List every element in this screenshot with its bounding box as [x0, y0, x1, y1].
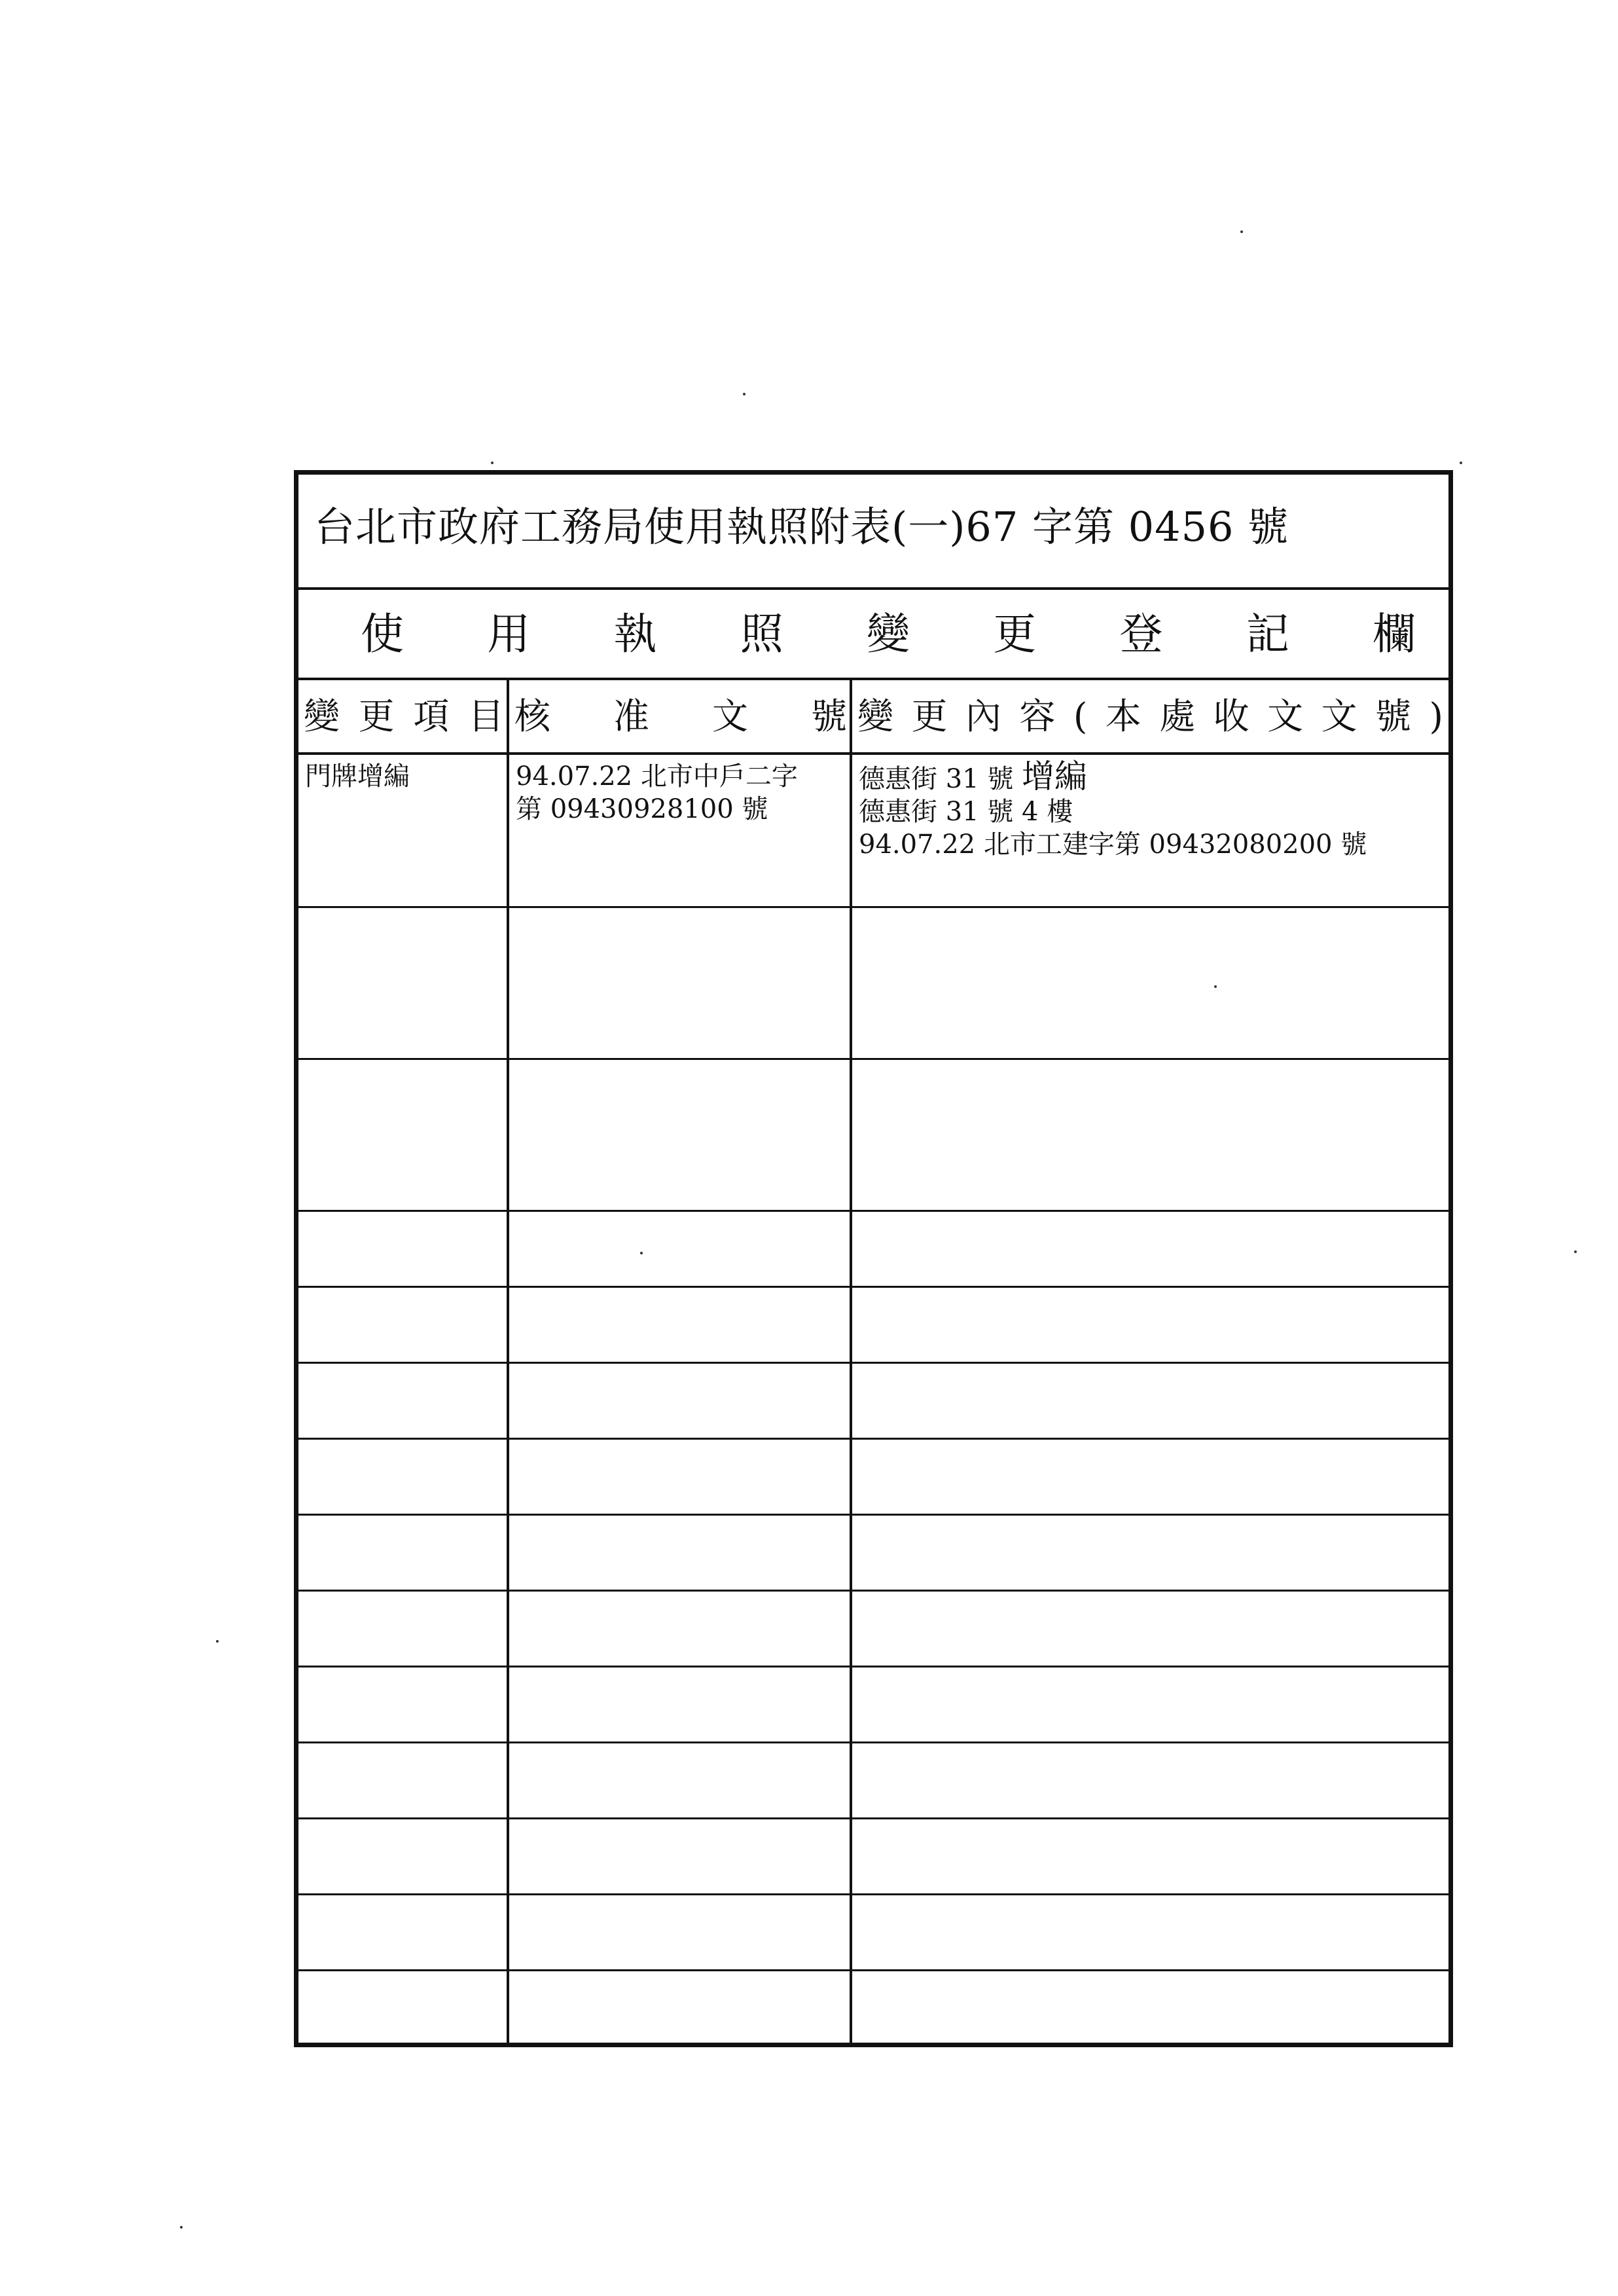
scan-speck — [491, 462, 494, 464]
table-row-empty — [298, 1895, 1448, 1971]
table-row-empty — [298, 1667, 1448, 1743]
scan-speck — [1240, 230, 1243, 233]
table-row-empty — [298, 1440, 1448, 1516]
section-heading — [298, 608, 1448, 661]
scan-speck — [743, 393, 746, 395]
section-heading-char: 照 — [740, 609, 783, 659]
table-row-empty — [298, 908, 1448, 1060]
header-char: 文 — [1267, 695, 1304, 737]
title-row — [298, 475, 1448, 590]
content-address: 德惠街 31 號 — [859, 764, 1022, 794]
header-approval-doc — [509, 680, 852, 752]
approval-doc-cell — [509, 755, 852, 906]
table-row-empty — [298, 1971, 1448, 2047]
change-item-text: 門牌增編 — [305, 761, 410, 792]
change-registration-form — [294, 470, 1453, 2047]
header-char: 內 — [965, 695, 1001, 737]
header-char: 處 — [1159, 695, 1196, 737]
approval-line: 第 09430928100 號 — [516, 794, 768, 824]
table-row — [298, 755, 1448, 908]
header-char: 核 — [514, 695, 551, 737]
table-row-empty — [298, 1592, 1448, 1667]
table-row-empty — [298, 1819, 1448, 1895]
section-heading-char: 登 — [1119, 609, 1163, 659]
column-header-row — [298, 680, 1448, 755]
header-char: 號 — [1375, 695, 1411, 737]
header-char: 收 — [1213, 695, 1249, 737]
header-char: 文 — [711, 695, 748, 737]
header-char: 文 — [1321, 695, 1357, 737]
form-title: 台北市政府工務局使用執照附表(一)67 字第 0456 號 — [314, 503, 1289, 551]
section-heading-char: 用 — [487, 609, 531, 659]
change-item-cell — [298, 755, 509, 906]
table-row-empty — [298, 1364, 1448, 1440]
scan-speck — [640, 1252, 643, 1254]
header-char: 項 — [413, 695, 450, 737]
change-content-cell — [852, 755, 1448, 906]
header-char: 號 — [810, 695, 847, 737]
header-char: 目 — [467, 695, 504, 737]
header-char: 容 — [1019, 695, 1056, 737]
table-row-empty — [298, 1743, 1448, 1819]
header-change-item — [298, 680, 509, 752]
section-heading-char: 欄 — [1373, 609, 1416, 659]
content-line: 德惠街 31 號 4 樓 — [859, 797, 1073, 827]
table-row-empty — [298, 1288, 1448, 1364]
scan-speck — [1214, 985, 1217, 988]
section-heading-char: 記 — [1246, 609, 1289, 659]
scan-speck — [1460, 462, 1462, 464]
section-heading-char: 使 — [361, 609, 404, 659]
header-char: 更 — [911, 695, 948, 737]
header-char: 准 — [613, 695, 649, 737]
approval-line: 94.07.22 北市中戶二字 — [516, 761, 798, 792]
header-char: ( — [1073, 695, 1088, 737]
table-row-empty — [298, 1060, 1448, 1212]
section-heading-row — [298, 590, 1448, 680]
header-change-content — [852, 680, 1448, 752]
header-char: ) — [1429, 695, 1443, 737]
header-char: 本 — [1105, 695, 1142, 737]
section-heading-char: 更 — [993, 609, 1037, 659]
scan-speck — [216, 1640, 219, 1643]
section-heading-char: 執 — [613, 609, 657, 659]
table-row-empty — [298, 1212, 1448, 1288]
section-heading-char: 變 — [867, 609, 910, 659]
content-annotation: 增編 — [1022, 757, 1088, 795]
scan-speck — [180, 2226, 183, 2229]
scan-speck — [1574, 1250, 1577, 1253]
content-line: 94.07.22 北市工建字第 09432080200 號 — [859, 829, 1367, 860]
content-line — [859, 757, 1442, 795]
header-char: 更 — [358, 695, 395, 737]
table-row-empty — [298, 1516, 1448, 1592]
header-char: 變 — [304, 695, 340, 737]
header-char: 變 — [857, 695, 894, 737]
